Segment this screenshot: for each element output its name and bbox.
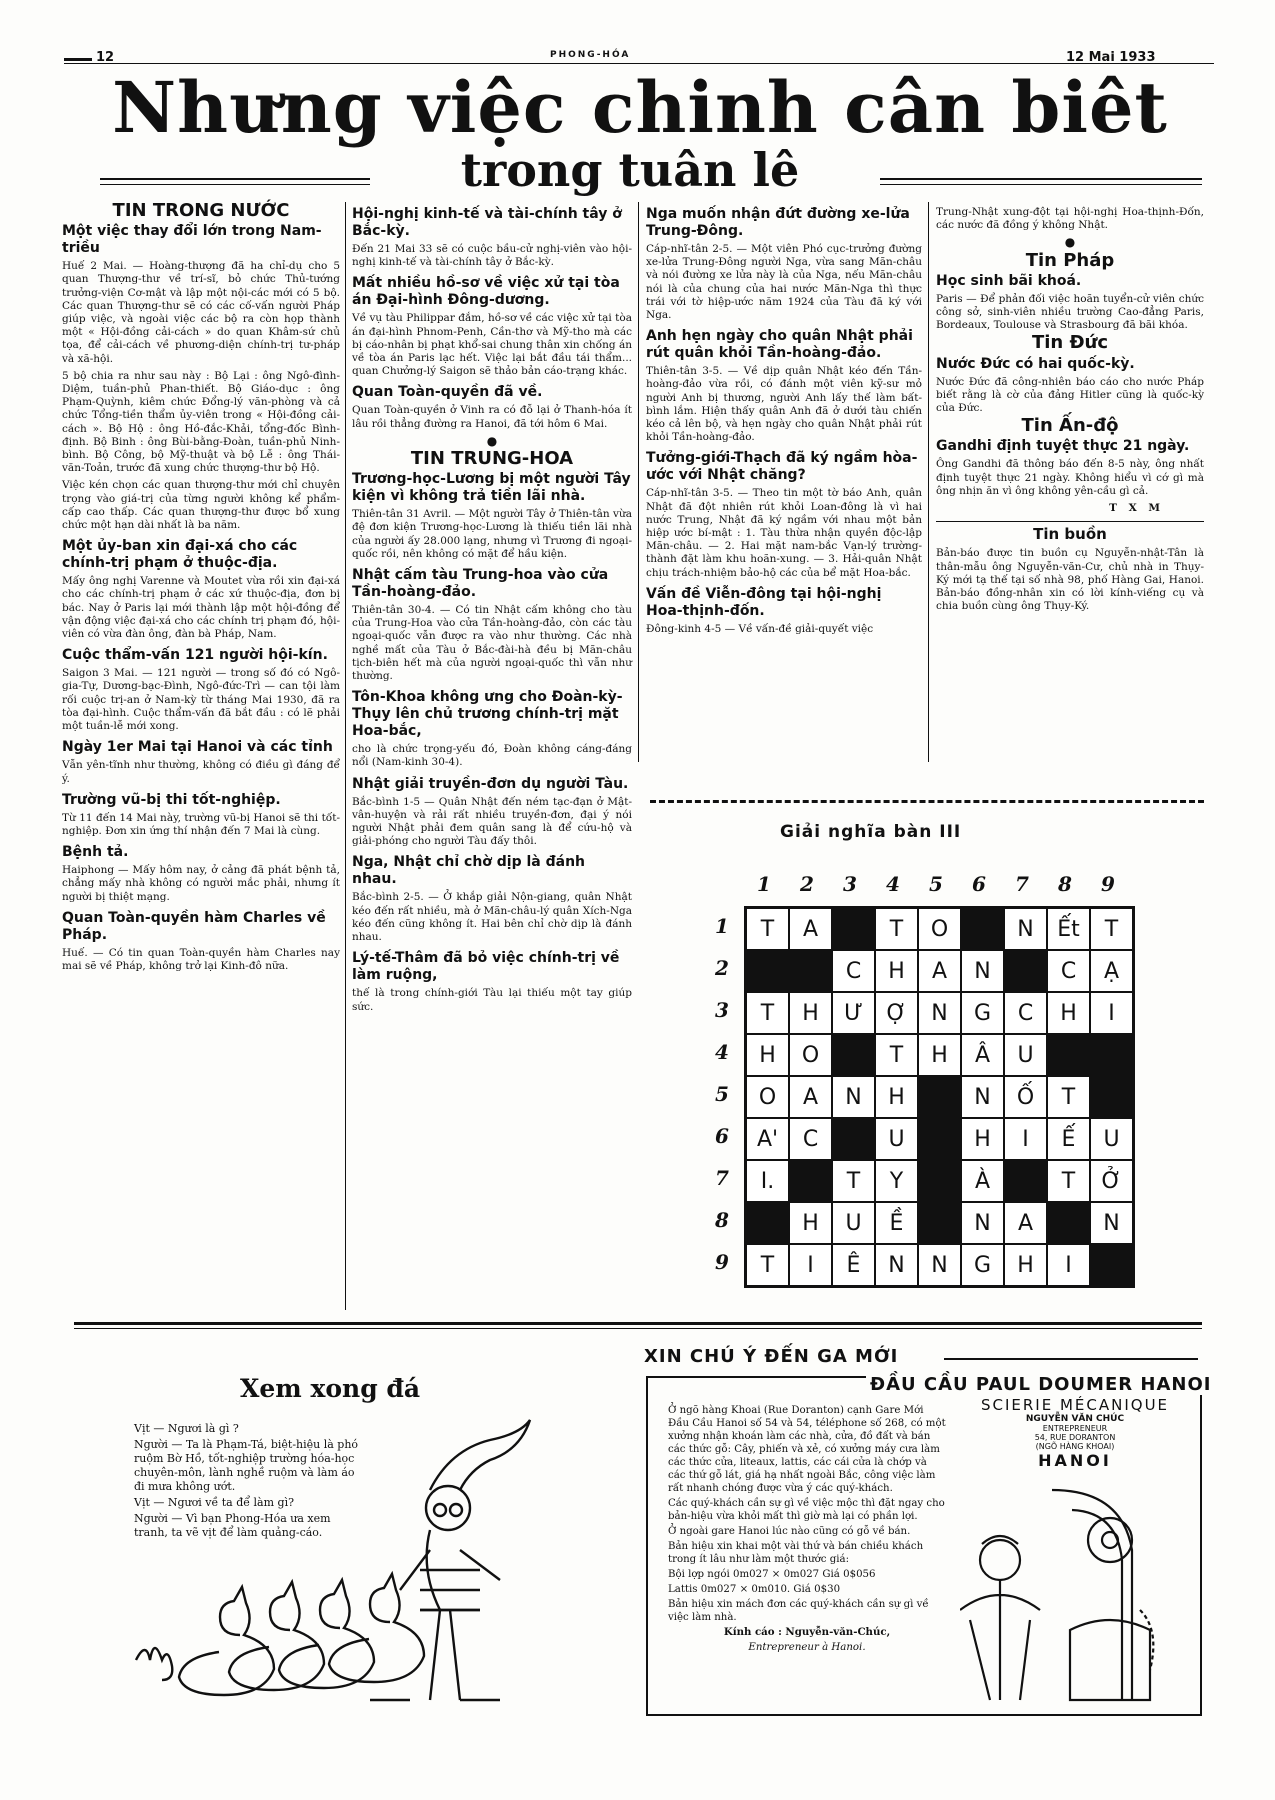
crossword-row-number: 9 — [715, 1250, 729, 1274]
article-body: Đến 21 Mai 33 sẽ có cuộc bầu-cử nghị-viên vào hội-nghị kinh-tế và tài-chính tây ở Bắc-kỳ. — [352, 243, 632, 269]
article-heading: Lý-tế-Thâm đã bỏ việc chính-trị về làm ruộng, — [352, 950, 620, 984]
article-body: Cáp-nhĩ-tân 2-5. — Một viên Phó cục-trưởng đường xe-lửa Trung-Đông người Nga, vừa sang Mãn-châu và nói đường xe lửa này là của Nga, nếu Mãn-châu nói là của chung của hai nước Mãn-Nga thì thực trái với tờ hiệp-ước năm 1924 của Tàu đã ký với Nga. — [646, 243, 922, 322]
ad-logo-line: 54, RUE DORANTON — [1034, 1433, 1116, 1442]
header-rule-thin — [64, 63, 1214, 64]
crossword-black-cell — [961, 908, 1004, 950]
crossword-cell: Â — [961, 1034, 1004, 1076]
crossword-cell: Ợ — [875, 992, 918, 1034]
crossword-column-number: 9 — [1101, 872, 1115, 896]
article-body: Ông Gandhi đã thông báo đến 8-5 này, ông nhất định tuyệt thực 21 ngày. Không hiểu vì cớ gì mà ông nhịn ăn vì ông không yên-cầu gì cả. — [936, 458, 1204, 497]
crossword-column-number: 7 — [1015, 872, 1029, 896]
crossword-row-number: 2 — [715, 956, 729, 980]
crossword-cell: N — [875, 1244, 918, 1286]
article-heading: Mất nhiều hồ-sơ về việc xử tại tòa án Đại-hình Đông-dương. — [352, 275, 620, 309]
crossword-column-number: 1 — [757, 872, 771, 896]
section-title: Tin Pháp — [1025, 249, 1115, 271]
article-body: Bắc-bình 1-5 — Quân Nhật đến ném tạc-đạn ở Mật-vân-huyện và rải rất nhiều truyền-đơn, đại ý nói người Nhật phải đem quân sang là để cứu-hộ và giải-phóng cho người Tàu đấy thôi. — [352, 795, 632, 848]
crossword-cell: I — [1004, 1118, 1047, 1160]
article-body: Quan Toàn-quyền ở Vinh ra có đỗ lại ở Thanh-hóa ít lâu rồi thẳng đường ra Hanoi, đã tới hôm 6 Mai. — [352, 404, 632, 430]
crossword-black-cell — [789, 1160, 832, 1202]
cartoon-illustration — [130, 1410, 630, 1720]
crossword-row-number: 4 — [715, 1040, 729, 1064]
ad-logo-line: HANOI — [1038, 1451, 1112, 1470]
crossword-cell: Ê — [832, 1244, 875, 1286]
crossword-cell: N — [961, 950, 1004, 992]
crossword-black-cell — [1004, 1160, 1047, 1202]
bullet-divider: ● — [1064, 235, 1076, 250]
article-body: Saigon 3 Mai. — 121 người — trong số đó có Ngô-gia-Tự, Dương-bạc-Đình, Ngô-đức-Trì — can tội làm rối cuộc trị-an ở Nam-kỳ từ tháng Mai 1930, đã ra tòa đại-hình. Cuộc thẩm-vấn đã bắt đầu : có lẽ phải một tuần-lễ mới xong. — [62, 667, 340, 733]
crossword-black-cell — [746, 1202, 789, 1244]
issue-date: 12 Mai 1933 — [1066, 50, 1156, 65]
crossword-cell: H — [961, 1118, 1004, 1160]
ad-logo-line: NGUYỄN VĂN CHÚC — [1025, 1414, 1125, 1424]
article-heading: Nga muốn nhận đứt đường xe-lửa Trung-Đông. — [646, 206, 910, 239]
article-heading: Nước Đức có hai quốc-kỳ. — [936, 355, 1135, 372]
crossword-cell: H — [1004, 1244, 1047, 1286]
crossword-cell: A — [789, 1076, 832, 1118]
article-heading: Tôn-Khoa không ưng cho Đoàn-kỳ-Thụy lên chủ trương chính-trị mặt Hoa-bắc, — [352, 689, 623, 740]
ad-text — [668, 1404, 946, 1656]
article-body: Bản-báo được tin buồn cụ Nguyễn-nhật-Tân là thân-mẫu ông Nguyễn-văn-Cư, chủ nhà in Thụy-Ký mới tạ thế tại số nhà 98, phố Hàng Gai, Hanoi. Bản-báo đồng-nhân xin có lời kính-viếng cụ và chia buồn cùng ông Thụy-Ký. — [936, 547, 1204, 613]
crossword-cell: N — [1090, 1202, 1133, 1244]
article-body: 5 bộ chia ra như sau này : Bộ Lại : ông Ngô-đình-Diệm, tuần-phủ Phan-thiết. Bộ Giáo-dục : ông Phạm-Quỳnh, kiêm chức Đổng-lý văn-phòng và cả chức Tổng-tiền thẩm ủy-viên trong « Hội-đồng cải-cách ». Bộ Hộ : ông Hồ-đắc-Khải, tổng-đốc Bình-định. Bộ Binh : ông Bùi-bằng-Đoàn, tuần-phủ Ninh-bình. Bộ Công, bộ Mỹ-thuật và bộ Lễ : ông Thái-văn-Toản, trước đã xung chức thượng-thư bộ Hộ. — [62, 369, 340, 475]
section-title: Tin Ấn-độ — [1021, 415, 1119, 437]
crossword-cell: C — [1004, 992, 1047, 1034]
crossword-column-number: 6 — [972, 872, 986, 896]
headline-rule-left-2 — [100, 184, 370, 185]
crossword-title: Giải nghĩa bàn III — [780, 822, 962, 842]
column-divider — [345, 202, 346, 1310]
crossword-cell: H — [875, 950, 918, 992]
article-heading: Hội-nghị kinh-tế và tài-chính tây ở Bắc-kỳ. — [352, 206, 622, 239]
ad-logo-line: (NGÕ HÀNG KHOAI) — [1035, 1442, 1115, 1451]
article-body: Huế. — Có tin quan Toàn-quyền hàm Charles nay mai sẽ về Pháp, không trở lại Kinh-đô nữa. — [62, 946, 340, 972]
crossword-black-cell — [918, 1160, 961, 1202]
column-4 — [936, 206, 1204, 617]
crossword-cell: H — [789, 1202, 832, 1244]
crossword-cell: T — [746, 992, 789, 1034]
crossword-grid — [744, 906, 1135, 1288]
dialogue-line: Người — Ta là Phạm-Tá, biệt-hiệu là phó ruộm Bờ Hồ, tốt-nghiệp trường hóa-học chuyên-môn, lành nghề ruộm và làm áo đi mưa không ướt. — [134, 1438, 359, 1493]
article-heading: Quan Toàn-quyền đã về. — [352, 384, 543, 401]
crossword-black-cell — [1047, 1202, 1090, 1244]
crossword-cell: T — [1047, 1160, 1090, 1202]
crossword-cell: A — [918, 950, 961, 992]
crossword-cell: Y — [875, 1160, 918, 1202]
article-body: Cáp-nhĩ-tân 3-5. — Theo tin một tờ báo Anh, quân Nhật đã đột nhiên rút khỏi Loan-đông là vì hai nước Trung, Nhật đã ký ngầm với nhau một bản hiệp ước bí-mật : 1. Tàu thừa nhận quyền độc-lập Mãn-châu. — 2. Hai mặt nam-bắc Vạn-lý trường-thành đặt làm khu hoãn-xung. — 3. Hải-quân Nhật chịu trách-nhiệm bảo-hộ các của bể mặt Hoa-bắc. — [646, 487, 922, 579]
article-body: Haiphong — Mấy hôm nay, ở cảng đã phát bệnh tả, chẳng mấy nhà không có người mắc phải, nhưng ít người bị thiệt mạng. — [62, 864, 340, 903]
crossword-cell: O — [918, 908, 961, 950]
header-rule — [64, 58, 92, 61]
crossword-black-cell — [1090, 1034, 1133, 1076]
article-heading: Một việc thay đổi lớn trong Nam-triều — [62, 223, 322, 257]
crossword-border — [650, 800, 1204, 803]
article-body: Thiên-tân 31 Avril. — Một người Tây ở Thiên-tân vừa đệ đơn kiện Trương-học-Lương là thiếu tiền lãi nhà của người ấy 28.000 lạng, nhưng vì Trương đi ngoại-quốc rồi, nên không có mặt để hầu kiện. — [352, 508, 632, 560]
subheadline: trong tuân lê — [460, 143, 800, 197]
crossword-cell: I. — [746, 1160, 789, 1202]
ad-signoff: Kính cáo : Nguyễn-văn-Chúc, — [723, 1626, 891, 1638]
headline-rule-left — [100, 178, 370, 180]
crossword-cell: U — [832, 1202, 875, 1244]
ad-logo-line: SCIERIE MÉCANIQUE — [980, 1396, 1170, 1414]
section-title: TIN TRONG NƯỚC — [112, 200, 290, 221]
ad-logo-line: ENTREPRENEUR — [1042, 1424, 1108, 1433]
crossword-cell: T — [746, 1244, 789, 1286]
column-divider — [928, 202, 929, 762]
article-body: thế là trong chính-giới Tàu lại thiếu một tay giúp sức. — [352, 987, 632, 1013]
article-body: Thiên-tân 3-5. — Về dịp quân Nhật kéo đến Tần-hoàng-đảo vừa rồi, có đánh một viên kỹ-sư mỏ người Anh bị thương, người Anh lấy thế làm bất-bình lắm. Hiện thấy quân Anh đã ở dưới tàu chiến kéo cả lên bộ, và hẹn ngày cho quân Nhật phải rút khỏi Tần-hoàng-đảo. — [646, 365, 922, 444]
crossword-cell: T — [832, 1160, 875, 1202]
ad-signoff-title: Entrepreneur à Hanoi. — [748, 1642, 866, 1653]
crossword-row-number: 1 — [715, 914, 729, 938]
crossword-black-cell — [918, 1118, 961, 1160]
crossword-black-cell — [832, 908, 875, 950]
crossword-cell: Ạ — [1090, 950, 1133, 992]
crossword-cell: C — [1047, 950, 1090, 992]
article-heading: Một ủy-ban xin đại-xá cho các chính-trị phạm ở thuộc-địa. — [62, 538, 298, 572]
crossword-row-number: 5 — [715, 1082, 729, 1106]
article-heading: Nga, Nhật chỉ chờ dịp là đánh nhau. — [352, 854, 586, 888]
article-heading: Trường vũ-bị thi tốt-nghiệp. — [62, 791, 281, 808]
ad-paragraph: Bản hiệu xin mách đơn các quý-khách cần sự gì về việc làm nhà. — [668, 1599, 929, 1623]
crossword-cell: T — [746, 908, 789, 950]
crossword-cell: Ở — [1090, 1160, 1133, 1202]
ad-paragraph: Ở ngoài gare Hanoi lúc nào cũng có gỗ về bán. — [668, 1526, 911, 1537]
headline-rule-right-2 — [880, 184, 1202, 185]
article-heading: Vấn đề Viễn-đông tại hội-nghị Hoa-thịnh-đốn. — [646, 585, 882, 619]
crossword-cell: A' — [746, 1118, 789, 1160]
crossword-cell: U — [875, 1118, 918, 1160]
crossword-cell: N — [832, 1076, 875, 1118]
ad-paragraph: Bản hiệu xin khai một vài thứ và bán chiều khách trong ít lâu như làm một thước giá: — [668, 1541, 924, 1565]
crossword-cell: G — [961, 1244, 1004, 1286]
crossword-black-cell — [1004, 950, 1047, 992]
article-heading: Học sinh bãi khoá. — [936, 272, 1082, 289]
crossword-cell: Ết — [1047, 908, 1090, 950]
crossword-column-number: 4 — [886, 872, 900, 896]
bottom-separator-thin — [74, 1328, 1202, 1329]
crossword-cell: Ố — [1004, 1076, 1047, 1118]
crossword-cell: H — [746, 1034, 789, 1076]
crossword-cell: U — [1004, 1034, 1047, 1076]
crossword-cell: C — [789, 1118, 832, 1160]
crossword-cell: N — [918, 992, 961, 1034]
headline-rule-right — [880, 178, 1202, 180]
crossword-black-cell — [789, 950, 832, 992]
ad-paragraph: Ở ngõ hàng Khoai (Rue Doranton) cạnh Gare Mới Đầu Cầu Hanoi số 54 và 54, téléphone số 268, có một xưởng nhận khoán làm các nhà, cửa, đồ đất và bán các thức gỗ: Cây, phiến và xẻ, có xưởng máy cưa làm các thức cửa, liteaux, lattis, các cái cửa là chớp và các thứ gỗ lát, giá hạ nhất ngoài Bắc, công việc làm rất nhanh chóng được vừa ý các quý-khách. — [668, 1405, 946, 1494]
article-heading: Bệnh tả. — [62, 844, 129, 861]
crossword-row-number: 6 — [715, 1124, 729, 1148]
article-heading: Nhật giải truyền-đơn dụ người Tàu. — [352, 775, 629, 792]
crossword-cell: O — [789, 1034, 832, 1076]
ad-logo-block — [960, 1396, 1190, 1470]
crossword-black-cell — [1047, 1034, 1090, 1076]
article-heading: Nhật cấm tàu Trung-hoa vào cửa Tần-hoàng-đảo. — [352, 567, 609, 601]
ad-heading-rule — [944, 1358, 1198, 1360]
crossword-column-number: 2 — [800, 872, 814, 896]
ad-price-line: Bội lợp ngói 0m027 × 0m027 Giá 0$056 — [668, 1569, 876, 1580]
article-body: Việc kén chọn các quan thượng-thư mới chỉ chuyên trọng vào giá-trị của từng người không kể phẩm-cấp cao thấp. Các quan thượng-thư được bổ xung chức một hạn dài nhất là ba năm. — [62, 479, 340, 532]
dialogue-line: Người — Vì bạn Phong-Hóa ưa xem tranh, ta vẽ vịt để làm quảng-cáo. — [134, 1512, 331, 1539]
crossword-cell: C — [832, 950, 875, 992]
ad-illustration — [960, 1480, 1190, 1706]
crossword-cell: H — [918, 1034, 961, 1076]
article-body: Đông-kinh 4-5 — Về vấn-đề giải-quyết việc — [646, 622, 874, 635]
article-body: Vẫn yên-tĩnh như thường, không có điều gì đáng để ý. — [62, 759, 340, 785]
article-body: Huế 2 Mai. — Hoàng-thượng đã ha chỉ-dụ cho 5 quan Thượng-thư về trí-sĩ, bỏ chức Thủ-tướng trưởng-viện Cơ-mật và lập một nội-các mới có 5 bộ. Các quan Thượng-thư sẽ có các cố-vấn người Pháp giúp việc, và ngoài việc các bộ ra còn họp thành một « Hội-đồng cải-cách » do quan Khâm-sứ chủ tọa, để cải-cách về phương-diện chính-trị tư-pháp và xã-hội. — [62, 260, 340, 365]
ad-heading: XIN CHÚ Ý ĐẾN GA MỚI — [644, 1346, 899, 1367]
bullet-divider: ● — [486, 433, 498, 448]
crossword-cell: N — [961, 1076, 1004, 1118]
signature: T X M — [1109, 502, 1164, 515]
crossword-cell: U — [1090, 1118, 1133, 1160]
crossword-black-cell — [918, 1202, 961, 1244]
article-body: Về vụ tàu Philippar đắm, hồ-sơ về các việc xử tại tòa án đại-hình Phnom-Penh, Cần-thơ và Mỹ-tho mà các bị cáo-nhân bị phạt khổ-sai chung thân xin chống án về tòa án Paris lạc hết. Việc lại bắt đầu tái thẩm... quan Chưởng-lý Saigon sẽ thảo bản cáo-trạng khác. — [352, 312, 632, 378]
crossword-cell: Ư — [832, 992, 875, 1034]
crossword-black-cell — [1090, 1244, 1133, 1286]
article-heading: Trương-học-Lương bị một người Tây kiện vì không trả tiền lãi nhà. — [352, 471, 631, 505]
ad-subheading: ĐẦU CẦU PAUL DOUMER HANOI — [866, 1374, 1215, 1395]
crossword-row-number: 7 — [715, 1166, 729, 1190]
crossword-row-number: 8 — [715, 1208, 729, 1232]
article-heading: Cuộc thẩm-vấn 121 người hội-kín. — [62, 647, 328, 664]
crossword-cell: T — [1090, 908, 1133, 950]
article-body: Thiên-tân 30-4. — Có tin Nhật cấm không cho tàu của Trung-Hoa vào cửa Tần-hoàng-đảo, còn các tàu ngoại-quốc vẫn được ra vào như thường. Các nhà nghề mất của Tàu ở Bắc-đài-hà đều bị Mãn-châu tịch-biên hết mà của người ngoại-quốc thì vẫn như thường. — [352, 604, 632, 683]
article-heading: Ngày 1er Mai tại Hanoi và các tỉnh — [62, 739, 333, 756]
crossword-black-cell — [832, 1034, 875, 1076]
crossword-cell: H — [875, 1076, 918, 1118]
paper-name: PHONG-HÓA — [550, 50, 631, 60]
crossword-cell: T — [875, 908, 918, 950]
section-rule — [936, 521, 1204, 522]
crossword-cell: I — [789, 1244, 832, 1286]
crossword-cell: H — [1047, 992, 1090, 1034]
section-title: Tin Đức — [1031, 332, 1109, 354]
column-2 — [352, 200, 632, 1018]
article-heading: Gandhi định tuyệt thực 21 ngày. — [936, 438, 1190, 455]
crossword-cell: A — [1004, 1202, 1047, 1244]
crossword-cell: N — [1004, 908, 1047, 950]
article-heading: Anh hẹn ngày cho quân Nhật phải rút quân khỏi Tần-hoàng-đảo. — [646, 328, 913, 362]
crossword-cell: Ề — [875, 1202, 918, 1244]
article-body: Từ 11 đến 14 Mai này, trường vũ-bị Hanoi sẽ thi tốt-nghiệp. Đơn xin ứng thí nhận đến 7 Mai là cùng. — [62, 811, 340, 837]
crossword-cell: A — [789, 908, 832, 950]
bottom-separator — [74, 1322, 1202, 1325]
crossword-cell: I — [1090, 992, 1133, 1034]
crossword-cell: N — [918, 1244, 961, 1286]
crossword-cell: T — [875, 1034, 918, 1076]
section-title: TIN TRUNG-HOA — [410, 448, 574, 470]
crossword-black-cell — [832, 1118, 875, 1160]
crossword-black-cell — [918, 1076, 961, 1118]
crossword-cell: N — [961, 1202, 1004, 1244]
ad-price-line: Lattis 0m027 × 0m010. Giá 0$30 — [668, 1584, 841, 1595]
page-number: 12 — [96, 50, 115, 65]
crossword-cell: G — [961, 992, 1004, 1034]
column-divider — [638, 202, 639, 762]
article-heading: Quan Toàn-quyền hàm Charles về Pháp. — [62, 909, 326, 943]
ad-paragraph: Các quý-khách cần sự gì về việc mộc thì đặt ngay cho bản-hiệu vừa khỏi mất thì giờ mà lại có phần lợi. — [668, 1498, 945, 1522]
column-3 — [646, 200, 922, 640]
crossword-column-number: 5 — [929, 872, 943, 896]
crossword-cell: H — [789, 992, 832, 1034]
crossword-cell: Ế — [1047, 1118, 1090, 1160]
crossword-black-cell — [746, 950, 789, 992]
crossword-cell: O — [746, 1076, 789, 1118]
article-body: Bắc-bình 2-5. — Ở khắp giải Nộn-giang, quân Nhật kéo đến rất nhiều, mà ở Mãn-châu-lý quân Xích-Nga kéo đến cũng không ít. Hai bên chỉ chờ dịp là đánh nhau. — [352, 891, 632, 944]
crossword-cell: I — [1047, 1244, 1090, 1286]
article-body: Nước Đức đã công-nhiên báo cáo cho nước Pháp biết rằng là cờ của đảng Hitler cũng là quốc-kỳ của Đức. — [936, 375, 1204, 415]
section-title: Tin buồn — [1033, 525, 1107, 544]
crossword-row-number: 3 — [715, 998, 729, 1022]
crossword-cell: T — [1047, 1076, 1090, 1118]
article-heading: Tưởng-giới-Thạch đã ký ngầm hòa-ước với Nhật chăng? — [646, 450, 918, 484]
dialogue-line: Vịt — Ngươi là gì ? — [134, 1422, 239, 1435]
crossword-cell: À — [961, 1160, 1004, 1202]
crossword-column-number: 3 — [843, 872, 857, 896]
cartoon-title: Xem xong đá — [240, 1374, 421, 1403]
article-body: Mấy ông nghị Varenne và Moutet vừa rồi xin đại-xá cho các chính-trị phạm ở các xứ thuộc-địa, đơn bị bác. Nay ở Paris lại mới thành lập một hội-đồng để vận động việc đại-xá cho các chính trị phạm đó, hội-viên có vừa đàn ông, đàn bà Pháp, Nam. — [62, 575, 340, 641]
crossword-black-cell — [1090, 1076, 1133, 1118]
article-body: Trung-Nhật xung-đột tại hội-nghị Hoa-thịnh-Đốn, các nước đã đồng ý không Nhật. — [936, 206, 1204, 232]
column-1 — [62, 200, 340, 977]
dialogue-line: Vịt — Ngươi về ta để làm gì? — [134, 1496, 294, 1509]
article-body: cho là chức trọng-yếu đó, Đoàn không cáng-đáng nổi (Nam-kinh 30-4). — [352, 743, 632, 769]
headline: Nhưng việc chinh cân biêt — [112, 66, 1168, 149]
article-body: Paris — Để phản đối việc hoãn tuyển-cử viên chức công sở, sinh-viên nhiều trường Cao-đẳng Paris, Bordeaux, Toulouse và Strasbourg đã bãi khóa. — [936, 292, 1204, 332]
crossword-column-number: 8 — [1058, 872, 1072, 896]
